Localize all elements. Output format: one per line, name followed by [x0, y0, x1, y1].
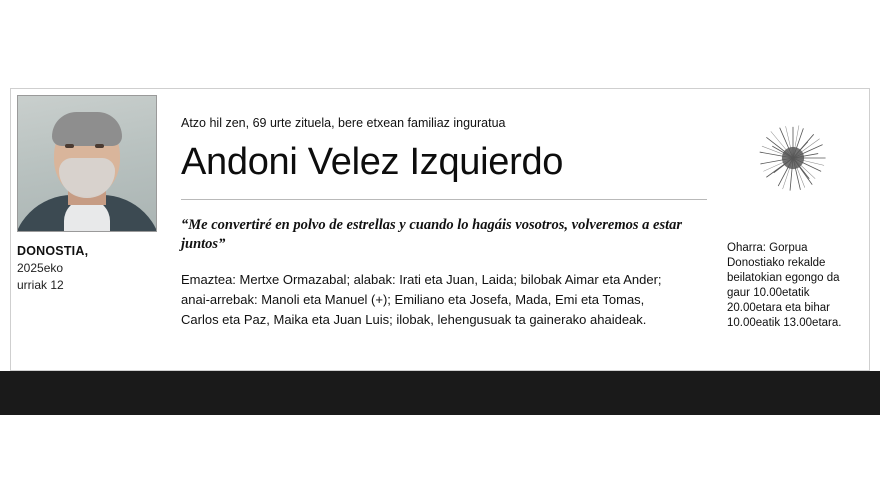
bottom-black-band	[0, 371, 880, 415]
portrait-eye-left	[65, 144, 74, 148]
divider-rule	[181, 199, 707, 200]
notice-left-column	[11, 89, 163, 370]
wake-note-line: 10.00eatik 13.00etara.	[727, 317, 842, 329]
funeral-wreath-emblem	[756, 121, 830, 195]
portrait-photo	[17, 95, 157, 232]
city-label: DONOSTIA,	[17, 244, 89, 258]
wake-note-line: 20.00etara eta bihar	[727, 302, 830, 314]
deceased-name: Andoni Velez Izquierdo	[181, 141, 564, 183]
family-list	[181, 270, 707, 330]
wake-note-line: beilatokian egongo da	[727, 272, 840, 284]
wake-note	[727, 241, 867, 331]
wake-note-line: Donostiako rekalde	[727, 257, 826, 269]
family-line: anai-arrebak: Manoli eta Manuel (+); Emiliano eta Josefa, Mada, Emi eta Tomas,	[181, 292, 645, 307]
memorial-quote: “Me convertiré en polvo de estrellas y cuando lo hagáis vosotros, volveremos a estar juntos”	[181, 217, 683, 252]
date-line-year: 2025eko	[17, 261, 64, 275]
date-line-day: urriak 12	[17, 278, 64, 292]
notice-kicker: Atzo hil zen, 69 urte zituela, bere etxean familiaz inguratua	[181, 116, 506, 130]
portrait-eye-right	[95, 144, 104, 148]
family-line: Emaztea: Mertxe Ormazabal; alabak: Irati eta Juan, Laida; bilobak Aimar eta Ander;	[181, 272, 662, 287]
family-line: Carlos eta Paz, Maika eta Juan Luis; ilobak, lehengusuak ta gainerako ahaideak.	[181, 312, 647, 327]
wake-note-line: Oharra: Gorpua	[727, 242, 808, 254]
notice-right-column	[721, 89, 869, 370]
portrait-hair	[52, 112, 122, 146]
obituary-notice	[10, 88, 870, 371]
notice-main-column	[163, 89, 721, 370]
wake-note-line: gaur 10.00etatik	[727, 287, 810, 299]
